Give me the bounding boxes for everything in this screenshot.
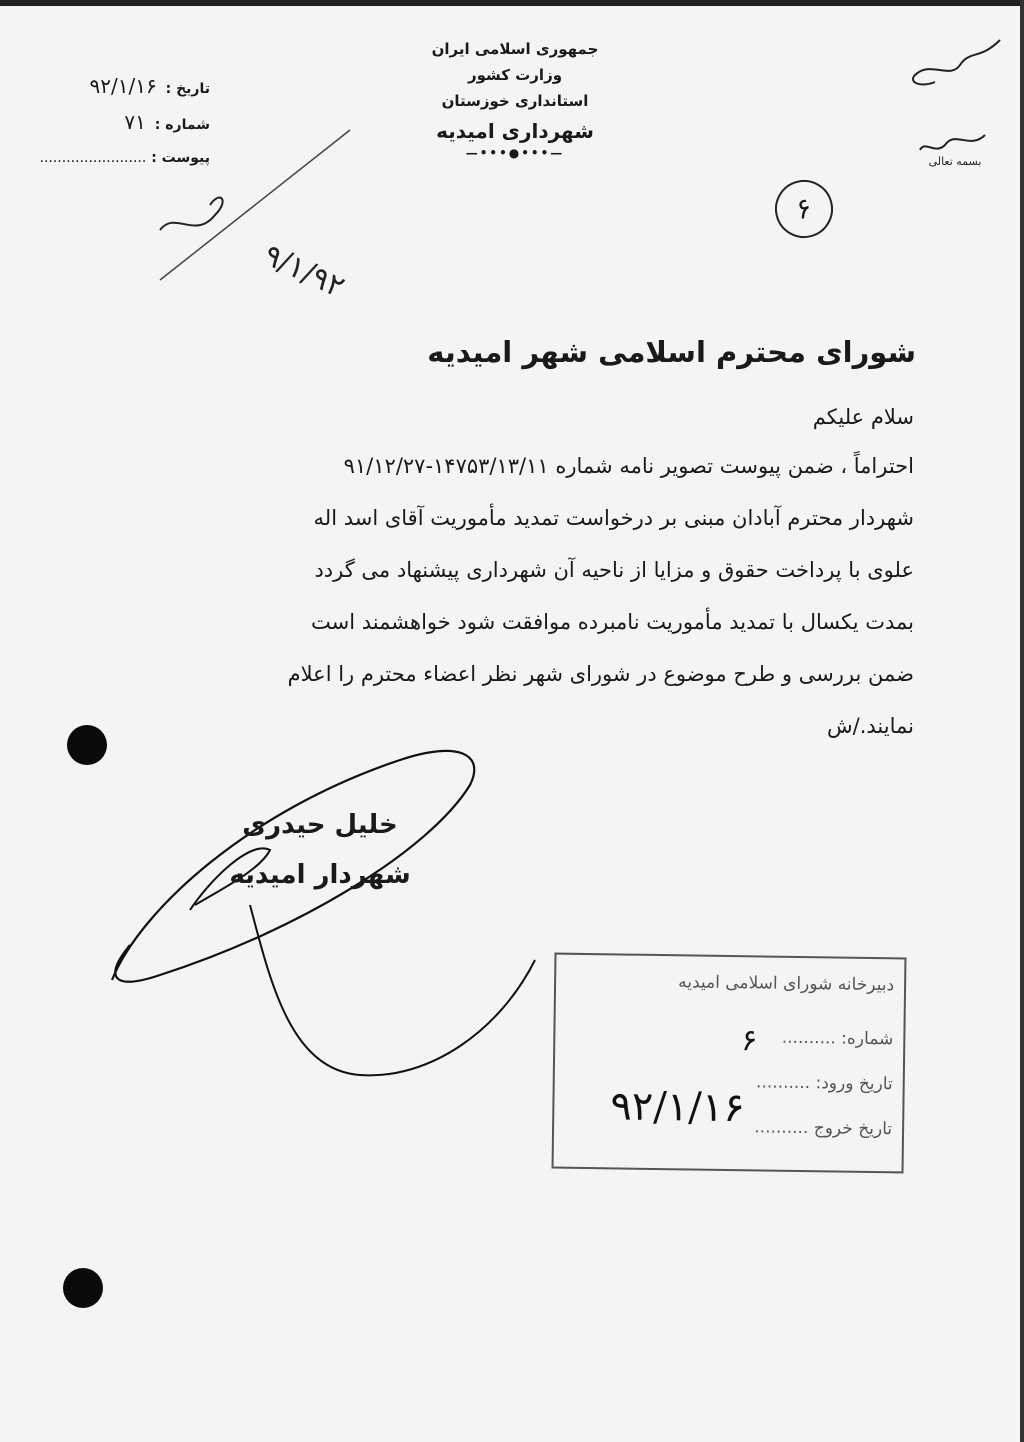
punch-hole-bottom bbox=[63, 1268, 103, 1308]
body-line: ضمن بررسی و طرح موضوع در شورای شهر نظر اعضاء محترم را اعلام bbox=[287, 662, 914, 686]
stamp-entry-date: تاریخ ورود: .......... bbox=[755, 1072, 893, 1095]
signature-scribble bbox=[100, 730, 550, 1090]
attachment-label: پیوست : bbox=[151, 150, 210, 166]
date-label: تاریخ : bbox=[165, 81, 210, 97]
scan-edge-top bbox=[0, 0, 1024, 6]
country-line: جمهوری اسلامی ایران bbox=[431, 40, 599, 58]
top-right-note: بسمه تعالی bbox=[928, 155, 982, 168]
number-label: شماره : bbox=[154, 117, 210, 133]
handwritten-margin-note bbox=[140, 120, 380, 320]
date-value: ۹۲/۱/۱۶ bbox=[89, 74, 157, 98]
stamp-number: شماره: .......... bbox=[781, 1027, 894, 1050]
secretariat-stamp bbox=[552, 953, 907, 1174]
ministry-line: وزارت کشور bbox=[467, 66, 563, 84]
body-line: بمدت یکسال با تمدید مأموریت نامبرده موافقت شود خواهشمند است bbox=[311, 610, 914, 634]
governorate-line: استانداری خوزستان bbox=[441, 92, 589, 110]
handwritten-invocation bbox=[900, 30, 1010, 170]
header-ornament: —•••●•••— bbox=[465, 146, 565, 160]
municipality-line: شهرداری امیدیه bbox=[436, 119, 594, 143]
body-line: نمایند./ش bbox=[827, 714, 914, 738]
stamp-exit-date: تاریخ خروج .......... bbox=[754, 1117, 893, 1140]
attachment-dots: ........................ bbox=[39, 150, 147, 166]
scan-edge-right bbox=[1020, 0, 1024, 1442]
letterhead bbox=[400, 38, 630, 168]
margin-note-date: ۹/۱/۹۲ bbox=[258, 237, 350, 306]
signer-name: خلیل حیدری bbox=[242, 810, 398, 840]
stamp-hand-number: ۶ bbox=[741, 1023, 758, 1059]
date-row bbox=[20, 68, 210, 104]
signer-title: شهردار امیدیه bbox=[229, 860, 411, 890]
body-line: احتراماً ، ضمن پیوست تصویر نامه شماره ۱۴۷۵۳/۱۳/۱۱-۹۱/۱۲/۲۷ bbox=[343, 454, 914, 478]
circled-number: ۶ bbox=[768, 173, 839, 244]
body-line: شهردار محترم آبادان مبنی بر درخواست تمدید مأموریت آقای اسد اله bbox=[313, 506, 914, 530]
body-line: علوی با پرداخت حقوق و مزایا از ناحیه آن شهرداری پیشنهاد می گردد bbox=[314, 558, 914, 582]
addressee: شورای محترم اسلامی شهر امیدیه bbox=[427, 335, 916, 369]
signer-block bbox=[190, 800, 450, 900]
number-value: ۷۱ bbox=[124, 110, 146, 134]
stamp-hand-date: ۹۲/۱/۱۶ bbox=[610, 1083, 746, 1132]
stamp-title: دبیرخانه شورای اسلامی امیدیه bbox=[678, 972, 895, 996]
letter-body bbox=[118, 440, 914, 752]
greeting: سلام علیکم bbox=[812, 405, 914, 429]
